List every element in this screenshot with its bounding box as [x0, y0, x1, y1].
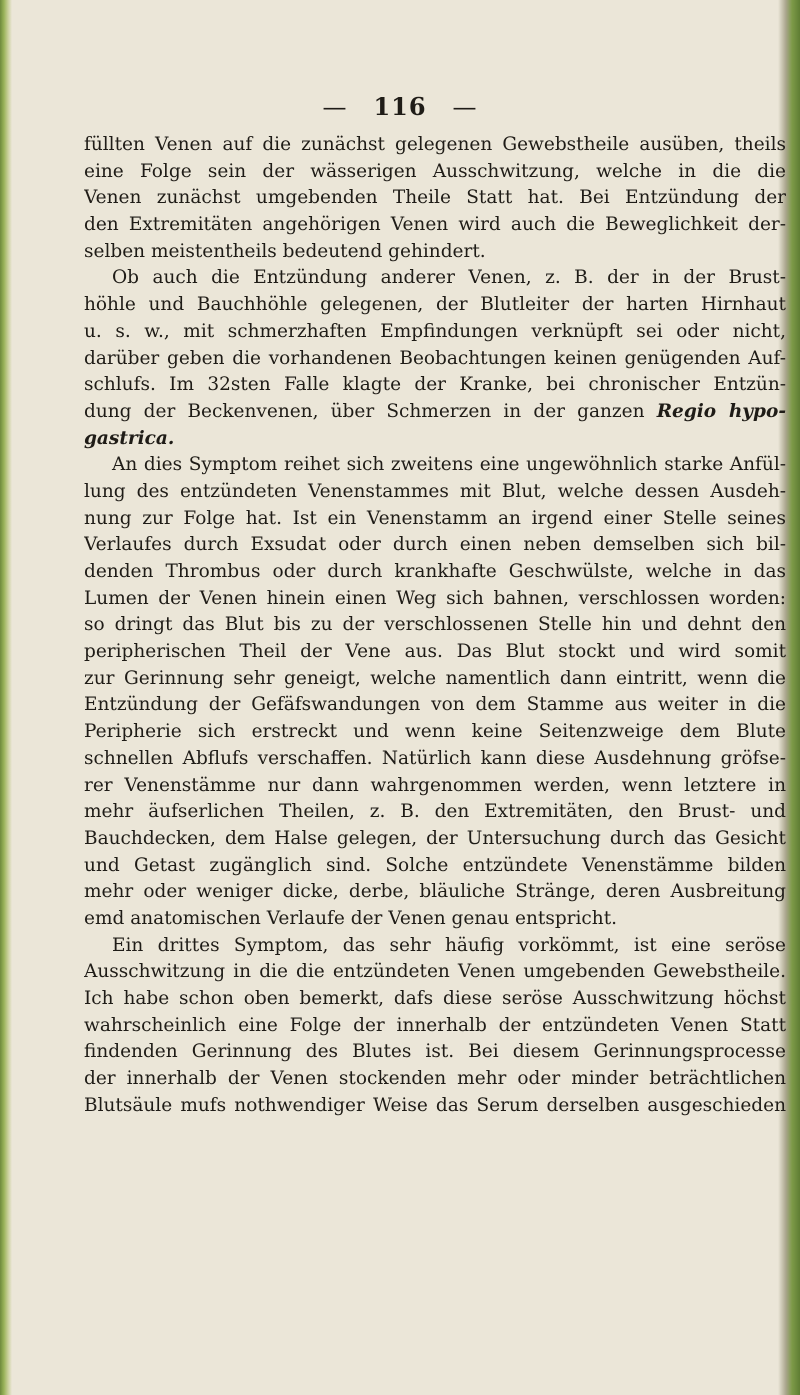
text-line [84, 1066, 786, 1093]
text-line-content: denden Thrombus oder durch krankhafte Geschwülste, welche in das [84, 561, 786, 582]
text-line-content: Entzündung der Gefäfswandungen von dem Stamme aus weiter in die [84, 694, 786, 716]
text-line [84, 1039, 786, 1066]
text-line-content: dung der Beckenvenen, über Schmerzen in der ganzen [84, 400, 657, 422]
page-number: 116 [373, 92, 427, 121]
emphasized-latin-term: Regio hypo- [656, 400, 786, 422]
text-line [84, 1093, 786, 1120]
text-line [84, 746, 786, 773]
text-line [84, 319, 786, 346]
text-line [84, 666, 786, 693]
text-line [84, 906, 786, 933]
text-line-content: den Extremitäten angehörigen Venen wird auch die Beweglichkeit der- [84, 214, 786, 236]
text-line-content: darüber geben die vorhandenen Beobachtungen keinen genügenden Auf- [84, 347, 786, 369]
text-line-content: Venen zunächst umgebenden Theile Statt hat. Bei Entzündung der [84, 187, 786, 209]
text-line-content: nung zur Folge hat. Ist ein Venenstamm an irgend einer Stelle seines [84, 507, 786, 529]
text-line [84, 773, 786, 800]
text-line-content: peripherischen Theil der Vene aus. Das Blut stockt und wird somit [84, 641, 786, 663]
text-line-content: Bauchdecken, dem Halse gelegen, der Untersuchung durch das Gesicht [84, 827, 786, 849]
text-line [84, 799, 786, 826]
text-line-content: zur Gerinnung sehr geneigt, welche namentlich dann eintritt, wenn die [84, 667, 786, 689]
text-line-content: Ausschwitzung in die die entzündeten Venen umgebenden Gewebstheile. [84, 961, 786, 983]
text-line [84, 265, 786, 292]
text-line [84, 532, 786, 559]
page-header [0, 92, 800, 121]
text-line [84, 159, 786, 186]
text-line-content: Peripherie sich erstreckt und wenn keine Seitenzweige dem Blute [84, 721, 786, 743]
text-line-content: emd anatomischen Verlaufe der Venen genau entspricht. [84, 907, 618, 929]
text-line [84, 986, 786, 1013]
text-line [84, 879, 786, 906]
text-line [84, 853, 786, 880]
text-line-content: mehr oder weniger dicke, derbe, bläuliche Stränge, deren Ausbreitung [84, 881, 786, 903]
text-line [84, 933, 786, 960]
text-line-content: rer Venenstämme nur dann wahrgenommen werden, wenn letztere in [84, 774, 786, 796]
text-line-content: selben meistentheils bedeutend gehindert. [84, 240, 486, 262]
text-line [84, 692, 786, 719]
text-line-content: Ob auch die Entzündung anderer Venen, z. B. der in der Brust- [112, 267, 786, 289]
text-line [84, 132, 786, 159]
text-line [84, 212, 786, 239]
emphasized-latin-term: gastrica. [84, 427, 175, 449]
text-line [84, 559, 786, 586]
text-line-content: u. s. w., mit schmerzhaften Empfindungen verknüpft sei oder nicht, [84, 320, 786, 342]
text-line-content: wahrscheinlich eine Folge der innerhalb der entzündeten Venen Statt [84, 1014, 786, 1036]
text-line-content: schlufs. Im 32sten Falle klagte der Kranke, bei chronischer Entzün- [84, 374, 786, 396]
page-left-edge [0, 0, 12, 1395]
text-line [84, 586, 786, 613]
body-text [84, 132, 786, 1119]
text-line-content: so dringt das Blut bis zu der verschlossenen Stelle hin und dehnt den [84, 614, 786, 636]
text-line-content: Lumen der Venen hinein einen Weg sich bahnen, verschlossen worden: [84, 587, 786, 609]
text-line-content: Blutsäule mufs nothwendiger Weise das Serum derselben ausgeschieden [84, 1094, 786, 1116]
text-line [84, 239, 786, 266]
text-line [84, 1013, 786, 1040]
text-line [84, 639, 786, 666]
text-line-content: der innerhalb der Venen stockenden mehr oder minder beträchtlichen [84, 1068, 786, 1090]
text-line [84, 426, 786, 453]
page-number-dash-left: — [322, 93, 348, 121]
text-line [84, 399, 786, 426]
text-line [84, 372, 786, 399]
text-line-content: An dies Symptom reihet sich zweitens eine ungewöhnlich starke Anfül- [112, 454, 786, 476]
text-line [84, 612, 786, 639]
text-line [84, 506, 786, 533]
text-line [84, 292, 786, 319]
text-line [84, 959, 786, 986]
page-number-dash-right: — [452, 93, 478, 121]
text-line-content: Ein drittes Symptom, das sehr häufig vorkömmt, ist eine seröse [112, 934, 786, 956]
text-line [84, 185, 786, 212]
text-line [84, 719, 786, 746]
text-line [84, 479, 786, 506]
text-line-content: eine Folge sein der wässerigen Ausschwitzung, welche in die die [84, 160, 786, 182]
text-line-content: lung des entzündeten Venenstammes mit Blut, welche dessen Ausdeh- [84, 480, 786, 502]
text-line-content: findenden Gerinnung des Blutes ist. Bei diesem Gerinnungsprocesse [84, 1041, 786, 1063]
text-line-content: füllten Venen auf die zunächst gelegenen Gewebstheile ausüben, theils [84, 134, 786, 155]
text-line-content: höhle und Bauchhöhle gelegenen, der Blutleiter der harten Hirnhaut [84, 294, 786, 316]
text-line-content: mehr äufserlichen Theilen, z. B. den Extremitäten, den Brust- und [84, 801, 786, 823]
text-line-content: schnellen Abflufs verschaffen. Natürlich kann diese Ausdehnung gröfse- [84, 747, 786, 769]
text-line [84, 346, 786, 373]
text-line-content: und Getast zugänglich sind. Solche entzündete Venenstämme bilden [84, 854, 786, 876]
text-line-content: Verlaufes durch Exsudat oder durch einen neben demselben sich bil- [84, 534, 786, 556]
text-line [84, 826, 786, 853]
text-line-content: Ich habe schon oben bemerkt, dafs diese seröse Ausschwitzung höchst [84, 988, 786, 1009]
text-line [84, 452, 786, 479]
